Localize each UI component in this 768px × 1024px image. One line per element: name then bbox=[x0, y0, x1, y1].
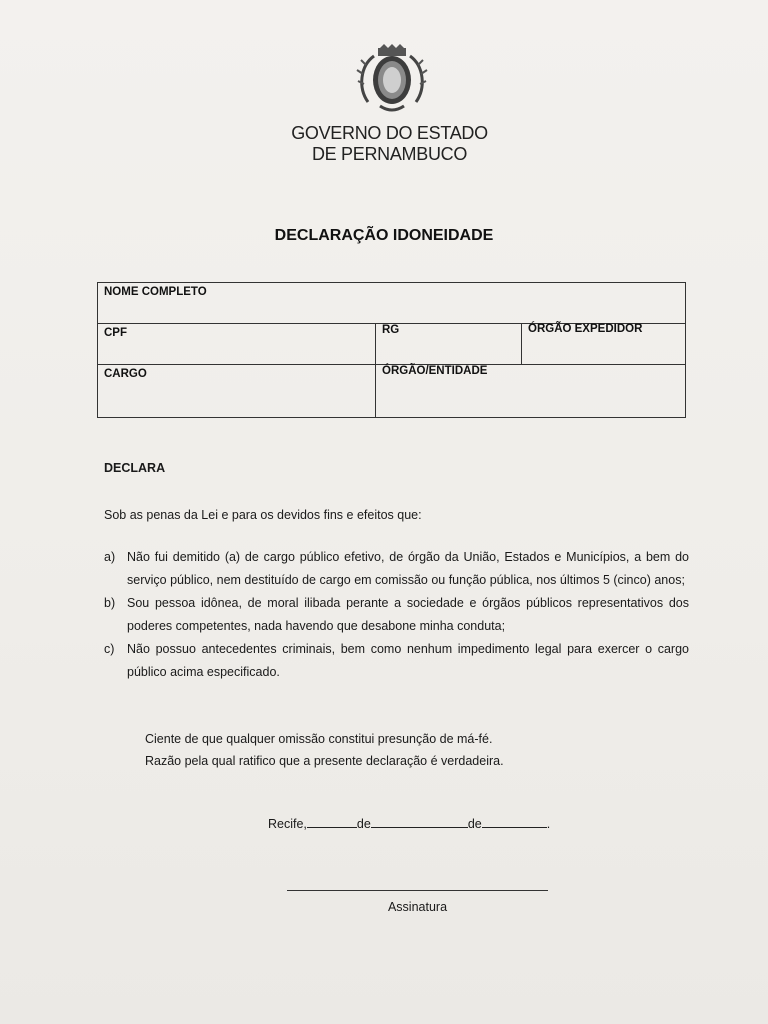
field-label: RG bbox=[382, 324, 400, 336]
declaration-item bbox=[104, 638, 689, 684]
field-orgao-expedidor[interactable] bbox=[522, 320, 685, 363]
field-cpf[interactable] bbox=[98, 324, 375, 364]
item-text: Não possuo antecedentes criminais, bem como nenhum impedimento legal para exercer o cargo público acima especificado. bbox=[127, 642, 689, 679]
field-label: ÓRGÃO/ENTIDADE bbox=[382, 365, 488, 377]
note-line-2: Razão pela qual ratifico que a presente declaração é verdadeira. bbox=[145, 754, 504, 768]
date-end: . bbox=[546, 817, 551, 831]
item-marker: c) bbox=[104, 642, 115, 656]
field-cargo[interactable] bbox=[98, 365, 375, 417]
day-blank[interactable] bbox=[307, 815, 357, 828]
acknowledgement-note bbox=[145, 728, 504, 772]
month-blank[interactable] bbox=[371, 815, 468, 828]
field-nome-completo[interactable] bbox=[98, 283, 685, 323]
declaration-item bbox=[104, 592, 689, 638]
date-city: Recife, bbox=[268, 817, 307, 831]
item-marker: a) bbox=[104, 550, 116, 564]
identification-form bbox=[97, 282, 686, 418]
field-orgao-entidade[interactable] bbox=[376, 362, 685, 417]
intro-text: Sob as penas da Lei e para os devidos fins e efeitos que: bbox=[104, 508, 422, 522]
signature-label: Assinatura bbox=[387, 900, 448, 914]
document-title: DECLARAÇÃO IDONEIDADE bbox=[274, 227, 494, 244]
gov-line-1: GOVERNO DO ESTADO bbox=[291, 123, 488, 143]
field-label: CPF bbox=[104, 327, 127, 339]
government-name bbox=[0, 123, 768, 165]
date-de-2: de bbox=[467, 817, 482, 831]
declaration-item bbox=[104, 546, 689, 592]
date-line bbox=[268, 815, 550, 831]
note-line-1: Ciente de que qualquer omissão constitui presunção de má-fé. bbox=[145, 732, 493, 746]
date-de-1: de bbox=[356, 817, 371, 831]
declaration-items bbox=[104, 546, 689, 684]
item-marker: b) bbox=[104, 596, 116, 610]
coat-of-arms-icon bbox=[354, 44, 430, 116]
field-label: NOME COMPLETO bbox=[104, 286, 207, 298]
field-label: ÓRGÃO EXPEDIDOR bbox=[528, 323, 643, 335]
item-text: Não fui demitido (a) de cargo público efetivo, de órgão da União, Estados e Municípios, a bem do serviço público, nem destituído de cargo em comissão ou função pública, nos últimos 5 (cinco) anos; bbox=[127, 550, 689, 587]
field-rg[interactable] bbox=[376, 321, 521, 363]
declara-heading: DECLARA bbox=[104, 461, 166, 475]
field-label: CARGO bbox=[104, 368, 147, 380]
gov-line-2: DE PERNAMBUCO bbox=[311, 144, 468, 164]
year-blank[interactable] bbox=[482, 815, 547, 828]
item-text: Sou pessoa idônea, de moral ilibada perante a sociedade e órgãos públicos representativos dos poderes competentes, nada havendo que desabone minha conduta; bbox=[127, 596, 689, 633]
signature-line[interactable] bbox=[287, 890, 548, 891]
